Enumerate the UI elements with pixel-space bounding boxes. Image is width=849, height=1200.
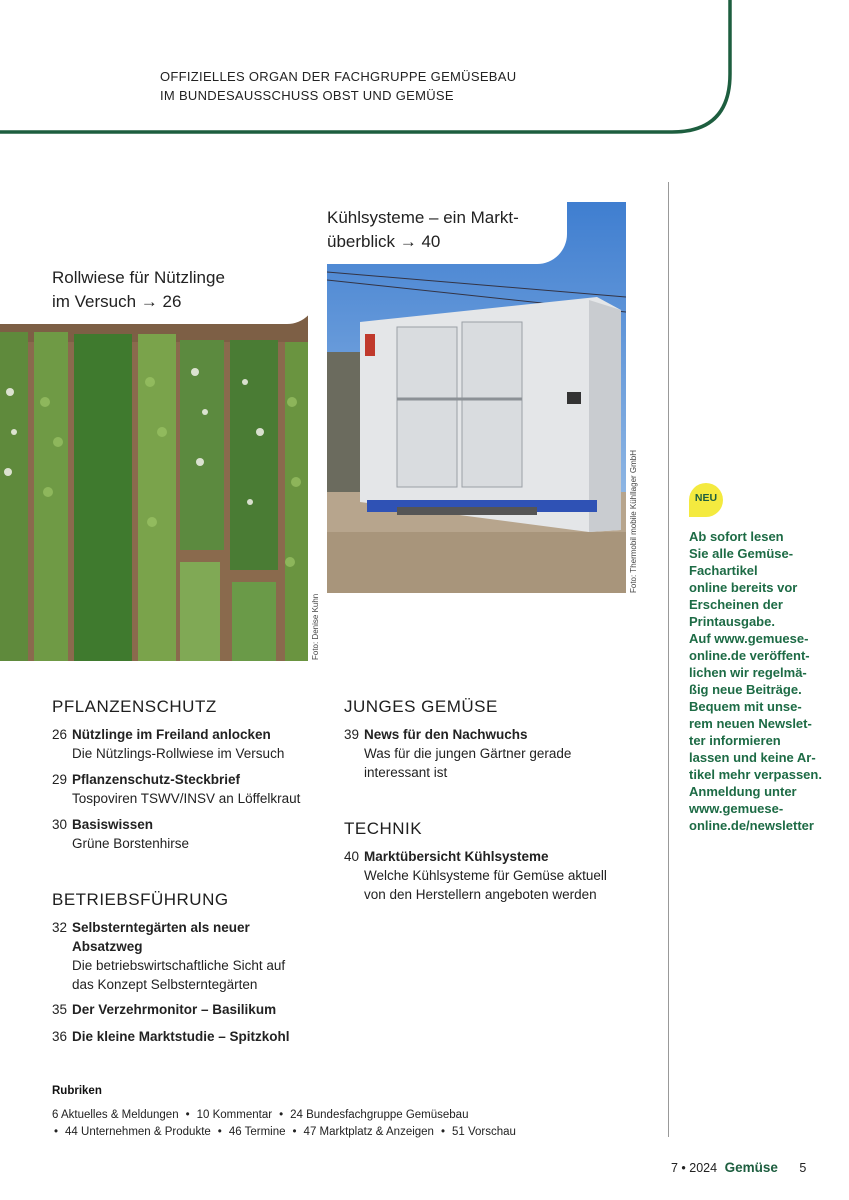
newsletter-link[interactable]: online.de/newsletter: [689, 818, 814, 833]
promo-line: Ab sofort lesen: [689, 529, 784, 544]
promo-link-line[interactable]: online.de veröffent-: [689, 648, 810, 663]
rubrik-item[interactable]: 24 Bundesfachgruppe Gemüsebau: [290, 1109, 469, 1121]
feature-caption-left-line2: im Versuch → 26: [52, 292, 182, 311]
promo-line: Bequem mit unse-: [689, 699, 802, 714]
photo-credit-left: Foto: Denise Kuhn: [311, 593, 320, 660]
toc-entry-subtitle: Tospoviren TSWV/INSV an Löffelkraut: [72, 791, 301, 806]
toc-page-number: 40: [344, 849, 360, 864]
promo-line: Sie alle Gemüse-: [689, 546, 794, 561]
page-footer: [671, 1160, 806, 1175]
section-title-pflanzenschutz: PFLANZENSCHUTZ: [52, 697, 217, 716]
promo-line: online bereits vor: [689, 580, 798, 595]
rubrik-item[interactable]: 51 Vorschau: [452, 1126, 516, 1138]
publisher-line-2: IM BUNDESAUSSCHUSS OBST UND GEMÜSE: [160, 88, 454, 103]
rubrik-item[interactable]: 6 Aktuelles & Meldungen: [52, 1109, 179, 1121]
toc-entry-30[interactable]: [52, 815, 342, 853]
toc-entry-heading: Basiswissen: [72, 817, 154, 832]
toc-entry-32[interactable]: [52, 918, 342, 994]
newsletter-promo: [689, 528, 839, 834]
promo-link-line[interactable]: Auf www.gemuese-: [689, 631, 809, 646]
new-badge-label: NEU: [694, 492, 718, 504]
column-divider: [668, 182, 669, 1137]
toc-entry-39[interactable]: [344, 725, 644, 782]
rubriken-line-1: 6 Aktuelles & Meldungen • 10 Kommentar • 24 Bundesfachgruppe Gemüsebau: [52, 1109, 469, 1121]
toc-entry-subtitle: Was für die jungen Gärtner gerade: [364, 746, 572, 761]
toc-entry-subtitle-cont: das Konzept Selbsterntegärten: [72, 977, 258, 992]
toc-entry-heading: Marktübersicht Kühlsysteme: [364, 849, 549, 864]
feature-caption-left-line1: Rollwiese für Nützlinge: [52, 268, 225, 287]
toc-page-number: 32: [52, 920, 68, 935]
feature-caption-right-line2: überblick → 40: [327, 232, 441, 251]
newsletter-link[interactable]: www.gemuese-: [689, 801, 784, 816]
toc-page-number: 36: [52, 1029, 68, 1044]
rubrik-item[interactable]: 44 Unternehmen & Produkte: [65, 1126, 211, 1138]
toc-entry-35[interactable]: [52, 1000, 342, 1019]
promo-line: Anmeldung unter: [689, 784, 797, 799]
toc-page-number: 26: [52, 727, 68, 742]
section-title-technik: TECHNIK: [344, 819, 423, 838]
toc-entry-heading: Die kleine Marktstudie – Spitzkohl: [72, 1029, 290, 1044]
toc-entry-heading: News für den Nachwuchs: [364, 727, 528, 742]
promo-line: Printausgabe.: [689, 614, 775, 629]
toc-entry-heading: Der Verzehrmonitor – Basilikum: [72, 1002, 277, 1017]
publisher-line-1: OFFIZIELLES ORGAN DER FACHGRUPPE GEMÜSEBAU: [160, 69, 517, 84]
toc-entry-26[interactable]: [52, 725, 342, 763]
promo-line: lassen und keine Ar-: [689, 750, 816, 765]
page-number: 5: [799, 1161, 807, 1175]
toc-page-number: 35: [52, 1002, 68, 1017]
toc-entry-29[interactable]: [52, 770, 342, 808]
rubrik-item[interactable]: 10 Kommentar: [196, 1109, 273, 1121]
toc-entry-subtitle: Die betriebswirtschaftliche Sicht auf: [72, 958, 286, 973]
toc-entry-heading: Nützlinge im Freiland anlocken: [72, 727, 271, 742]
toc-entry-subtitle: Die Nützlings-Rollwiese im Versuch: [72, 746, 285, 761]
toc-entry-subtitle-cont: von den Herstellern angeboten werden: [364, 887, 597, 902]
promo-line: rem neuen Newslet-: [689, 716, 812, 731]
toc-entry-heading: Pflanzenschutz-Steckbrief: [72, 772, 241, 787]
promo-line: ßig neue Beiträge.: [689, 682, 802, 697]
feature-caption-right[interactable]: [327, 198, 567, 264]
toc-page-number: 39: [344, 727, 360, 742]
promo-line: ter informieren: [689, 733, 781, 748]
promo-line: lichen wir regelmä-: [689, 665, 807, 680]
toc-page-number: 29: [52, 772, 68, 787]
toc-entry-36[interactable]: [52, 1027, 342, 1046]
toc-entry-subtitle: Grüne Borstenhirse: [72, 836, 190, 851]
toc-entry-subtitle: Welche Kühlsysteme für Gemüse aktuell: [364, 868, 607, 883]
promo-line: tikel mehr verpassen.: [689, 767, 822, 782]
rubrik-item[interactable]: 46 Termine: [228, 1126, 286, 1138]
section-title-junges-gemuese: JUNGES GEMÜSE: [344, 697, 498, 716]
toc-page-number: 30: [52, 817, 68, 832]
toc-entry-heading-cont: Absatzweg: [72, 939, 143, 954]
brand-logo: Gemüse: [724, 1160, 778, 1175]
promo-line: Erscheinen der: [689, 597, 783, 612]
rubriken-title: Rubriken: [52, 1085, 102, 1097]
rubriken-line-2: • 44 Unternehmen & Produkte • 46 Termine • 47 Marktplatz & Anzeigen • 51 Vorschau: [54, 1126, 516, 1138]
issue-number: 7 • 2024: [671, 1161, 718, 1175]
feature-caption-left[interactable]: [0, 258, 317, 324]
rubrik-item[interactable]: 47 Marktplatz & Anzeigen: [303, 1126, 434, 1138]
toc-entry-heading: Selbsterntegärten als neuer: [72, 920, 250, 935]
promo-line: Fachartikel: [689, 563, 758, 578]
photo-credit-right: Foto: Thermobil mobile Kühllager GmbH: [629, 449, 638, 593]
section-title-betriebsfuehrung: BETRIEBSFÜHRUNG: [52, 890, 229, 909]
new-badge: [689, 483, 723, 517]
feature-caption-right-line1: Kühlsysteme – ein Markt-: [327, 208, 519, 227]
toc-entry-40[interactable]: [344, 847, 644, 904]
toc-entry-subtitle-cont: interessant ist: [364, 765, 448, 780]
